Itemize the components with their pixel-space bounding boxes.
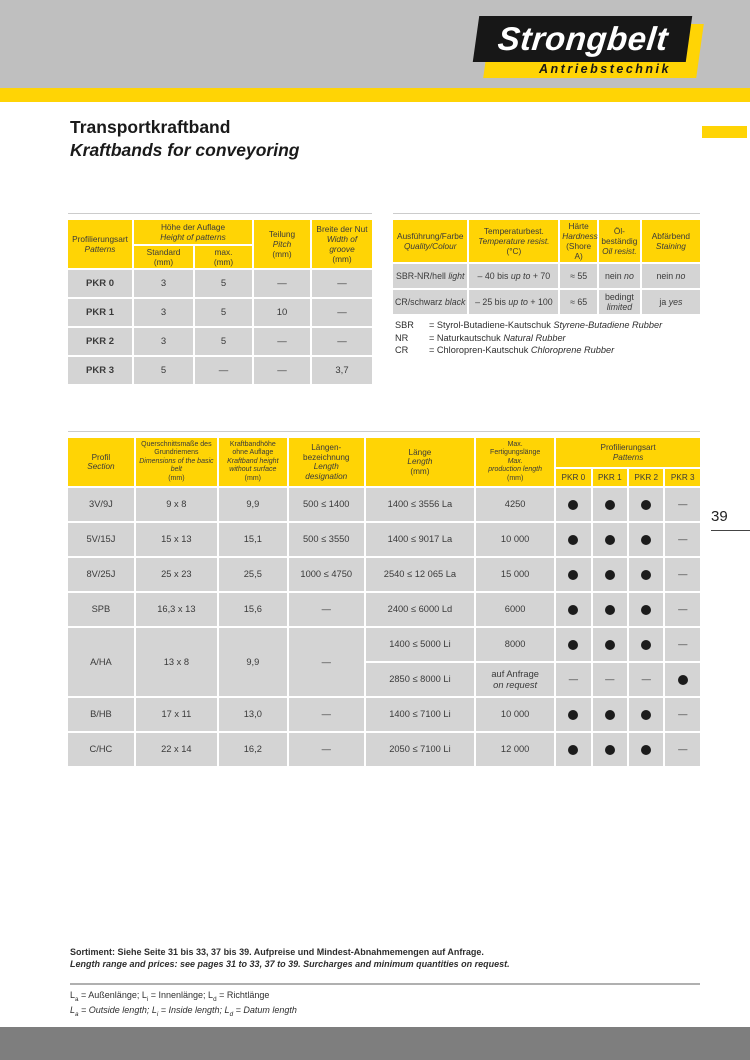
pattern-dot-icon	[605, 570, 615, 580]
body-cell: 3	[134, 299, 193, 326]
header-cell: PKR 1	[593, 469, 627, 486]
rubber-abbreviation-legend	[395, 319, 662, 357]
body-cell: 1400 ≤ 3556 La	[366, 488, 474, 521]
body-cell	[629, 523, 663, 556]
abbreviation: SBR	[395, 320, 414, 330]
body-cell: 2400 ≤ 6000 Ld	[366, 593, 474, 626]
body-cell: 2850 ≤ 8000 Li	[366, 663, 474, 696]
pattern-dot-icon	[605, 710, 615, 720]
pattern-dot-icon	[605, 500, 615, 510]
body-cell: 8000	[476, 628, 554, 661]
body-cell	[556, 698, 590, 731]
body-cell: 3	[134, 328, 193, 355]
body-cell: 15,1	[219, 523, 287, 556]
table-row	[68, 628, 700, 661]
length-legend-en: $L_a$ = Outside length; $L_i$ = Inside length; $L_d$ = Datum length	[70, 1005, 297, 1019]
logo-brand-text: Strongbelt	[495, 20, 670, 57]
logo-black-shape	[473, 16, 692, 62]
table-row	[68, 558, 700, 591]
abbreviation: NR	[395, 332, 409, 343]
body-cell: nein no	[599, 264, 640, 288]
table-row	[68, 357, 372, 384]
header-cell: Querschnittsmaße des Grundriemens Dimensions of the basic belt (mm)	[136, 438, 217, 486]
header-cell: Längen- bezeichnung Length designation	[289, 438, 364, 486]
body-cell: – 40 bis up to + 70	[469, 264, 558, 288]
body-cell	[629, 488, 663, 521]
body-cell	[629, 558, 663, 591]
header-cell: PKR 3	[665, 469, 700, 486]
body-cell	[556, 558, 590, 591]
header-cell: Temperaturbest. Temperature resist. (°C)	[469, 220, 558, 262]
header-row	[393, 220, 700, 262]
table-row	[68, 328, 372, 355]
body-cell: 2540 ≤ 12 065 La	[366, 558, 474, 591]
body-cell	[593, 628, 627, 661]
body-cell: 16,3 x 13	[136, 593, 217, 626]
table-row	[68, 523, 700, 556]
header-cell: Standard (mm)	[134, 246, 193, 268]
header-yellow-band	[0, 88, 750, 102]
body-cell: 17 x 11	[136, 698, 217, 731]
body-cell: 25 x 23	[136, 558, 217, 591]
abbreviation: CR	[395, 345, 409, 355]
header-cell: Länge Length (mm)	[366, 438, 474, 486]
body-cell: auf Anfrage on request	[476, 663, 554, 696]
body-cell	[629, 593, 663, 626]
body-cell	[556, 733, 590, 766]
body-cell	[593, 488, 627, 521]
body-cell	[593, 593, 627, 626]
body-cell: bedingt limited	[599, 290, 640, 314]
page-title-en: Kraftbands for conveyoring	[70, 140, 300, 160]
body-cell: —	[312, 270, 372, 297]
table-row	[68, 733, 700, 766]
header-cell: Kraftbandhöhe ohne Auflage Kraftband height without surface (mm)	[219, 438, 287, 486]
body-cell: 3,7	[312, 357, 372, 384]
body-cell: —	[254, 328, 310, 355]
body-cell: 22 x 14	[136, 733, 217, 766]
body-cell: 8V/25J	[68, 558, 134, 591]
pattern-dot-icon	[641, 500, 651, 510]
abbreviation-definition: = Chloropren-Kautschuk Chloroprene Rubber	[429, 345, 615, 355]
body-cell	[629, 698, 663, 731]
body-cell: —	[289, 733, 364, 766]
body-cell: 10 000	[476, 523, 554, 556]
body-cell: —	[312, 299, 372, 326]
body-cell: 15 x 13	[136, 523, 217, 556]
sortiment-note-de: Sortiment: Siehe Seite 31 bis 33, 37 bis 39. Aufpreise und Mindest-Abnahmemengen auf Anfrage.	[70, 947, 484, 957]
body-cell: 2050 ≤ 7100 Li	[366, 733, 474, 766]
body-cell: —	[593, 663, 627, 696]
body-cell	[665, 663, 700, 696]
body-cell: 4250	[476, 488, 554, 521]
body-cell: SBR-NR/hell light	[393, 264, 467, 288]
header-cell: Teilung Pitch (mm)	[254, 220, 310, 268]
abbreviation-row	[395, 319, 662, 332]
body-cell: 9 x 8	[136, 488, 217, 521]
page-number: 39	[711, 508, 750, 531]
body-cell: —	[556, 663, 590, 696]
body-cell: —	[289, 628, 364, 696]
body-cell: – 25 bis up to + 100	[469, 290, 558, 314]
header-cell: PKR 2	[629, 469, 663, 486]
header-cell: Max. Fertigungslänge Max. production length (mm)	[476, 438, 554, 486]
body-cell: 10	[254, 299, 310, 326]
body-cell: 10 000	[476, 698, 554, 731]
body-cell: —	[289, 593, 364, 626]
body-cell	[556, 523, 590, 556]
body-cell: 25,5	[219, 558, 287, 591]
pattern-dot-icon	[568, 570, 578, 580]
body-cell: PKR 0	[68, 270, 132, 297]
header-cell: Abfärbend Staining	[642, 220, 700, 262]
body-cell: nein no	[642, 264, 700, 288]
abbreviation-row	[395, 344, 662, 357]
sortiment-notes	[70, 947, 510, 970]
pattern-dot-icon	[641, 535, 651, 545]
table-row	[393, 290, 700, 314]
body-cell: PKR 1	[68, 299, 132, 326]
strongbelt-logo	[460, 8, 750, 86]
body-cell: 6000	[476, 593, 554, 626]
patterns-spec-table	[66, 218, 374, 386]
kraftband-dimensions-table	[66, 436, 702, 768]
hairline	[68, 431, 700, 432]
body-cell: SPB	[68, 593, 134, 626]
header-row	[68, 438, 700, 467]
table-row	[68, 593, 700, 626]
body-cell	[593, 523, 627, 556]
header-row	[68, 220, 372, 244]
header-cell: Höhe der Auflage Height of patterns	[134, 220, 252, 244]
body-cell: 5	[134, 357, 193, 384]
body-cell: PKR 3	[68, 357, 132, 384]
body-cell	[629, 628, 663, 661]
body-cell: —	[289, 698, 364, 731]
body-cell: B/HB	[68, 698, 134, 731]
pattern-dot-icon	[568, 640, 578, 650]
length-legend-de: $L_a$ = Außenlänge; $L_i$ = Innenlänge; $L_d$ = Richtlänge	[70, 990, 270, 1003]
header-cell: PKR 0	[556, 469, 590, 486]
body-cell: A/HA	[68, 628, 134, 696]
quality-colour-table	[391, 218, 702, 316]
body-cell: 15 000	[476, 558, 554, 591]
abbreviation-definition: = Naturkautschuk Natural Rubber	[429, 332, 566, 343]
body-cell: 13,0	[219, 698, 287, 731]
pattern-dot-icon	[568, 605, 578, 615]
header-cell: max. (mm)	[195, 246, 252, 268]
header-cell: Öl- beständig Oil resist.	[599, 220, 640, 262]
body-cell	[593, 698, 627, 731]
body-cell: —	[195, 357, 252, 384]
body-cell: 12 000	[476, 733, 554, 766]
body-cell: —	[629, 663, 663, 696]
body-cell: —	[665, 488, 700, 521]
body-cell	[593, 733, 627, 766]
body-cell: —	[312, 328, 372, 355]
body-cell: ja yes	[642, 290, 700, 314]
body-cell	[593, 558, 627, 591]
body-cell: —	[665, 628, 700, 661]
hairline	[393, 213, 700, 214]
pattern-dot-icon	[605, 535, 615, 545]
body-cell: 500 ≤ 3550	[289, 523, 364, 556]
header-cell: Ausführung/Farbe Quality/Colour	[393, 220, 467, 262]
pattern-dot-icon	[568, 710, 578, 720]
body-cell: —	[254, 357, 310, 384]
footer-gray-band	[0, 1027, 750, 1060]
table-row	[68, 488, 700, 521]
header-cell: Härte Hardness (Shore A)	[562, 221, 598, 261]
body-cell	[556, 488, 590, 521]
pattern-dot-icon	[641, 640, 651, 650]
section-yellow-mark	[702, 126, 747, 138]
body-cell: 5V/15J	[68, 523, 134, 556]
pattern-dot-icon	[641, 745, 651, 755]
pattern-dot-icon	[605, 605, 615, 615]
table-row	[68, 698, 700, 731]
pattern-dot-icon	[641, 605, 651, 615]
body-cell: 1000 ≤ 4750	[289, 558, 364, 591]
pattern-dot-icon	[568, 535, 578, 545]
body-cell: 9,9	[219, 488, 287, 521]
body-cell: 3	[134, 270, 193, 297]
body-cell: —	[254, 270, 310, 297]
pattern-dot-icon	[641, 710, 651, 720]
page-title	[70, 116, 299, 162]
body-cell: C/HC	[68, 733, 134, 766]
body-cell: 5	[195, 299, 252, 326]
body-cell: 9,9	[219, 628, 287, 696]
body-cell: ≈ 65	[560, 290, 597, 314]
body-cell: 500 ≤ 1400	[289, 488, 364, 521]
body-cell: 5	[195, 328, 252, 355]
table-row	[68, 270, 372, 297]
body-cell: 3V/9J	[68, 488, 134, 521]
body-cell: 15,6	[219, 593, 287, 626]
header-cell: Breite der Nut Width of groove (mm)	[312, 220, 372, 268]
table-row	[68, 299, 372, 326]
body-cell: —	[665, 593, 700, 626]
table-row	[393, 264, 700, 288]
page-title-de: Transportkraftband	[70, 117, 231, 137]
pattern-dot-icon	[568, 745, 578, 755]
body-cell: 5	[195, 270, 252, 297]
sortiment-note-en: Length range and prices: see pages 31 to 33, 37 to 39. Surcharges and minimum quantities on request.	[70, 958, 510, 969]
body-cell: CR/schwarz black	[393, 290, 467, 314]
pattern-dot-icon	[605, 745, 615, 755]
header-cell: Profil Section	[68, 438, 134, 486]
body-cell: 1400 ≤ 5000 Li	[366, 628, 474, 661]
pattern-dot-icon	[605, 640, 615, 650]
body-cell	[629, 733, 663, 766]
body-cell	[556, 593, 590, 626]
body-cell: 1400 ≤ 7100 Li	[366, 698, 474, 731]
header-cell: Profilierungsart Patterns	[68, 220, 132, 268]
pattern-dot-icon	[641, 570, 651, 580]
abbreviation-row	[395, 332, 662, 345]
notes-divider	[70, 983, 700, 985]
abbreviation-definition: = Styrol-Butadiene-Kautschuk Styrene-Butadiene Rubber	[429, 320, 663, 330]
body-cell: —	[665, 698, 700, 731]
body-cell: 13 x 8	[136, 628, 217, 696]
body-cell: —	[665, 523, 700, 556]
body-cell: 16,2	[219, 733, 287, 766]
header-cell: Profilierungsart Patterns	[556, 438, 700, 467]
body-cell: —	[665, 733, 700, 766]
length-legend	[70, 990, 297, 1021]
logo-tagline-text: Antriebstechnik	[539, 62, 671, 76]
body-cell: 1400 ≤ 9017 La	[366, 523, 474, 556]
body-cell	[556, 628, 590, 661]
body-cell: —	[665, 558, 700, 591]
body-cell: PKR 2	[68, 328, 132, 355]
body-cell: ≈ 55	[560, 264, 597, 288]
pattern-dot-icon	[678, 675, 688, 685]
pattern-dot-icon	[568, 500, 578, 510]
hairline	[68, 213, 372, 214]
